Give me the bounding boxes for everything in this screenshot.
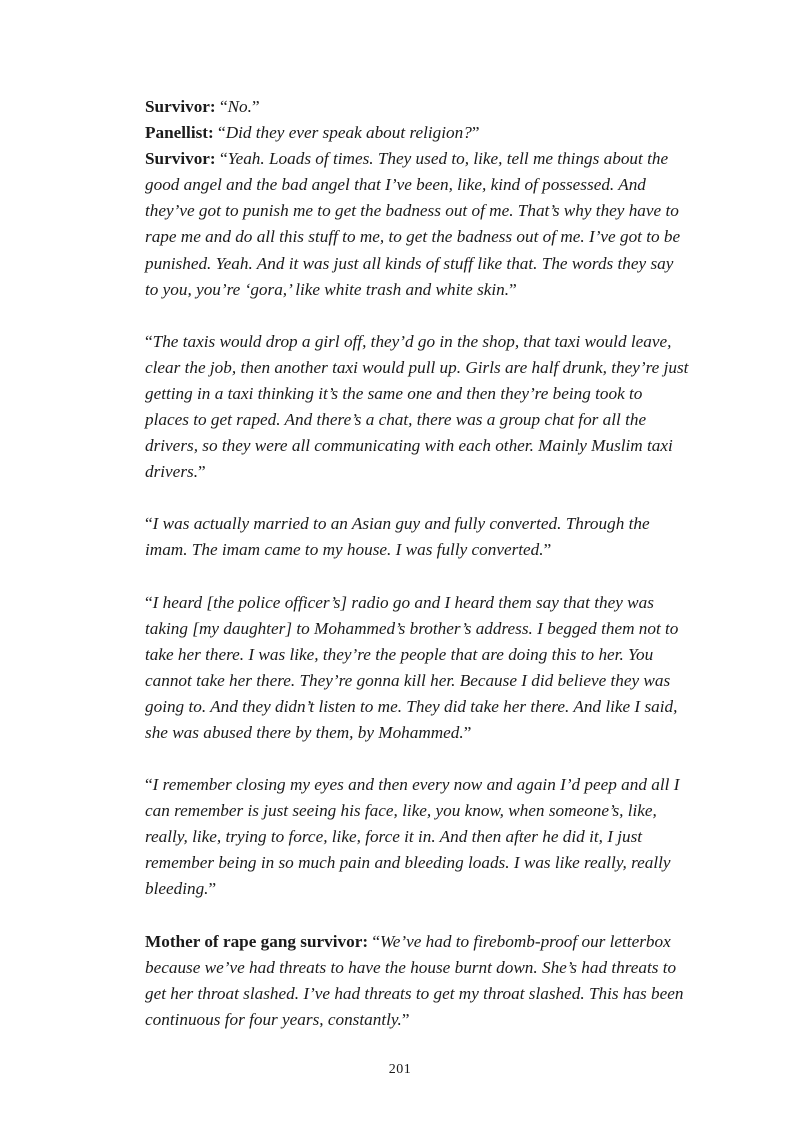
open-quote: “ (215, 97, 228, 116)
quote-paragraph (145, 590, 690, 747)
open-quote: “ (145, 775, 153, 795)
page-number: 201 (388, 1062, 412, 1077)
quote-line (145, 929, 690, 1033)
speaker-label: Survivor: (145, 149, 216, 169)
dialogue-line (145, 94, 690, 120)
quote-paragraph (145, 511, 690, 563)
dialogue-line (145, 120, 690, 146)
quote-line (145, 329, 690, 486)
quote-line (145, 511, 690, 563)
open-quote: “ (215, 149, 228, 169)
quote-text: The taxis would drop a girl off, they’d go in the shop, that taxi would leave, clear the job, then another taxi would pull up. Girls are half drunk, they’re just getting in a taxi thinking it’s the same one and then they’re being took to places to get raped. And there’s a chat, there was a group chat for all the drivers, so they were all communicating with each other. Mainly Muslim taxi drivers. (145, 331, 689, 482)
quote-paragraph (145, 329, 690, 486)
close-quote: ” (401, 1009, 410, 1029)
close-quote: ” (463, 722, 472, 742)
quote-text: Did they ever speak about religion? (225, 123, 472, 143)
speaker-label: Panellist: (145, 123, 214, 143)
quote-line (145, 772, 690, 902)
close-quote: ” (251, 97, 260, 116)
open-quote: “ (145, 592, 153, 612)
quote-text: Yeah. Loads of times. They used to, like, tell me things about the good angel and the bad angel that I’ve been, like, kind of possessed. And they’ve got to punish me to get the badness out of me. That’s why they have to rape me and do all this stuff to me, to get the badness out of me. I’ve got to be punished. Yeah. And it was just all kinds of stuff like that. The words they say to you, you’re ‘gora,’ like white trash and white skin. (145, 149, 681, 299)
close-quote: ” (543, 540, 552, 560)
close-quote: ” (198, 462, 206, 482)
open-quote: “ (368, 931, 381, 951)
close-quote: ” (208, 879, 217, 899)
open-quote: “ (145, 331, 153, 351)
quote-text: No. (227, 97, 252, 116)
dialogue-line (145, 146, 690, 303)
quote-paragraph (145, 772, 690, 902)
dialogue-block (145, 94, 690, 303)
mother-quote-paragraph (145, 929, 690, 1033)
quote-text: I was actually married to an Asian guy and fully converted. Through the imam. The imam came to my house. I was fully converted. (145, 514, 650, 560)
open-quote: “ (145, 514, 153, 534)
open-quote: “ (213, 123, 226, 143)
quote-text: We’ve had to firebomb-proof our letterbox because we’ve had threats to have the house burnt down. She’s had threats to get her throat slashed. I’ve had threats to get my throat slashed. This has been continuous for four years, constantly. (145, 931, 684, 1029)
quote-text: I remember closing my eyes and then every now and again I’d peep and all I can remember is just seeing his face, like, you know, when someone’s, like, really, like, trying to force, like, force it in. And then after he did it, I just remember being in so much pain and bleeding loads. I was like really, really bleeding. (145, 775, 680, 899)
page-body (145, 94, 690, 1059)
quote-line (145, 590, 690, 747)
speaker-label: Mother of rape gang survivor: (145, 931, 369, 951)
quote-text: I heard [the police officer’s] radio go and I heard them say that they was taking [my daughter] to Mohammed’s brother’s address. I begged them not to take her there. I was like, they’re the people that are doing this to her. You cannot take her there. They’re gonna kill her. Because I did believe they was going to. And they didn’t listen to me. They did take her there. And like I said, she was abused there by them, by Mohammed. (145, 592, 679, 742)
speaker-label: Survivor: (145, 97, 216, 116)
close-quote: ” (471, 123, 480, 143)
close-quote: ” (509, 279, 517, 299)
